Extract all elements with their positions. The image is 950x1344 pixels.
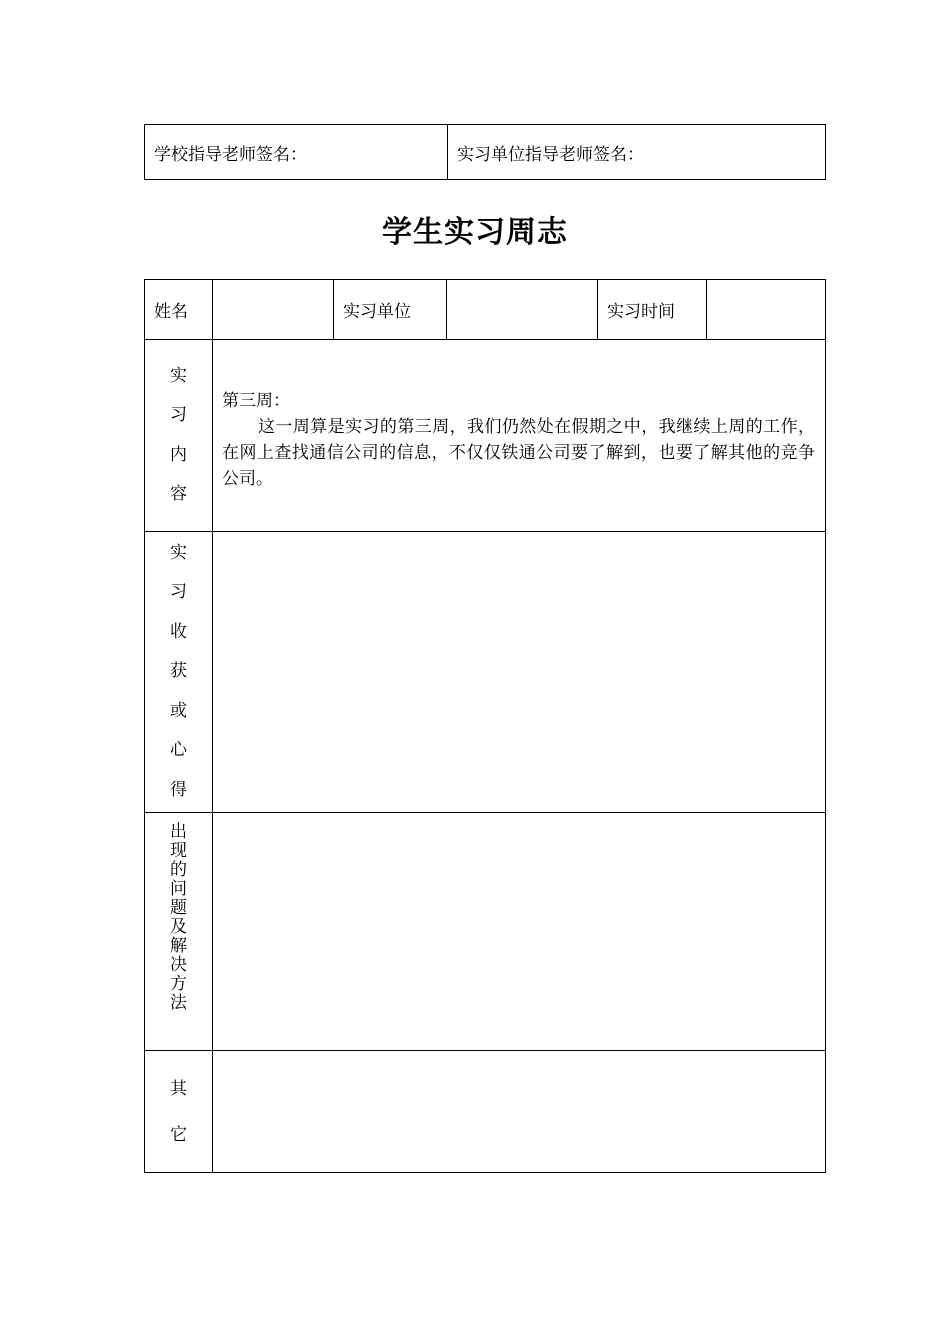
name-label: 姓名 <box>145 280 213 340</box>
label-char: 获 <box>170 661 187 682</box>
label-char: 现 <box>170 841 187 861</box>
other-field[interactable] <box>213 1051 826 1173</box>
other-row <box>145 1051 826 1173</box>
header-row <box>145 280 826 340</box>
label-char: 它 <box>170 1124 187 1145</box>
label-char: 习 <box>170 405 187 425</box>
unit-label: 实习单位 <box>334 280 447 340</box>
label-char: 法 <box>170 993 187 1013</box>
label-char: 其 <box>170 1078 187 1099</box>
document-title: 学生实习周志 <box>382 215 568 250</box>
problems-field[interactable] <box>213 813 826 1051</box>
time-field[interactable] <box>707 280 826 340</box>
content-paragraph: 这一周算是实习的第三周，我们仍然处在假期之中，我继续上周的工作，在网上查找通信公司的信息，不仅仅铁通公司要了解到，也要了解其他的竞争公司。 <box>222 417 815 489</box>
company-teacher-signature-label: 实习单位指导老师签名： <box>457 144 644 165</box>
other-section-label <box>145 1051 213 1173</box>
problems-section-label <box>145 813 213 1051</box>
content-section-label <box>145 340 213 532</box>
label-char: 或 <box>170 700 187 721</box>
label-char: 题 <box>170 898 187 918</box>
gains-field[interactable] <box>213 532 826 813</box>
label-char: 及 <box>170 917 187 937</box>
label-char: 决 <box>170 955 187 975</box>
label-char: 收 <box>170 621 187 642</box>
content-field[interactable] <box>213 340 826 532</box>
label-char: 实 <box>170 365 187 386</box>
school-teacher-signature-field[interactable] <box>145 125 448 180</box>
signature-table <box>144 124 826 180</box>
label-char: 容 <box>170 484 187 504</box>
label-char: 出 <box>170 822 187 842</box>
label-char: 方 <box>170 974 187 994</box>
school-teacher-signature-label: 学校指导老师签名： <box>154 144 307 165</box>
company-teacher-signature-field[interactable] <box>448 125 826 180</box>
label-char: 内 <box>170 444 187 465</box>
label-char: 得 <box>170 779 187 800</box>
name-field[interactable] <box>213 280 334 340</box>
unit-field[interactable] <box>447 280 598 340</box>
weekly-log-table <box>144 279 826 1173</box>
label-char: 实 <box>170 542 187 563</box>
label-char: 心 <box>170 740 187 761</box>
gains-row <box>145 532 826 813</box>
problems-row <box>145 813 826 1051</box>
content-row <box>145 340 826 532</box>
label-char: 解 <box>170 936 187 956</box>
label-char: 的 <box>170 860 187 880</box>
label-char: 习 <box>170 582 187 603</box>
gains-section-label <box>145 532 213 813</box>
label-char: 问 <box>170 879 187 899</box>
week-heading: 第三周： <box>222 391 290 411</box>
time-label: 实习时间 <box>598 280 707 340</box>
